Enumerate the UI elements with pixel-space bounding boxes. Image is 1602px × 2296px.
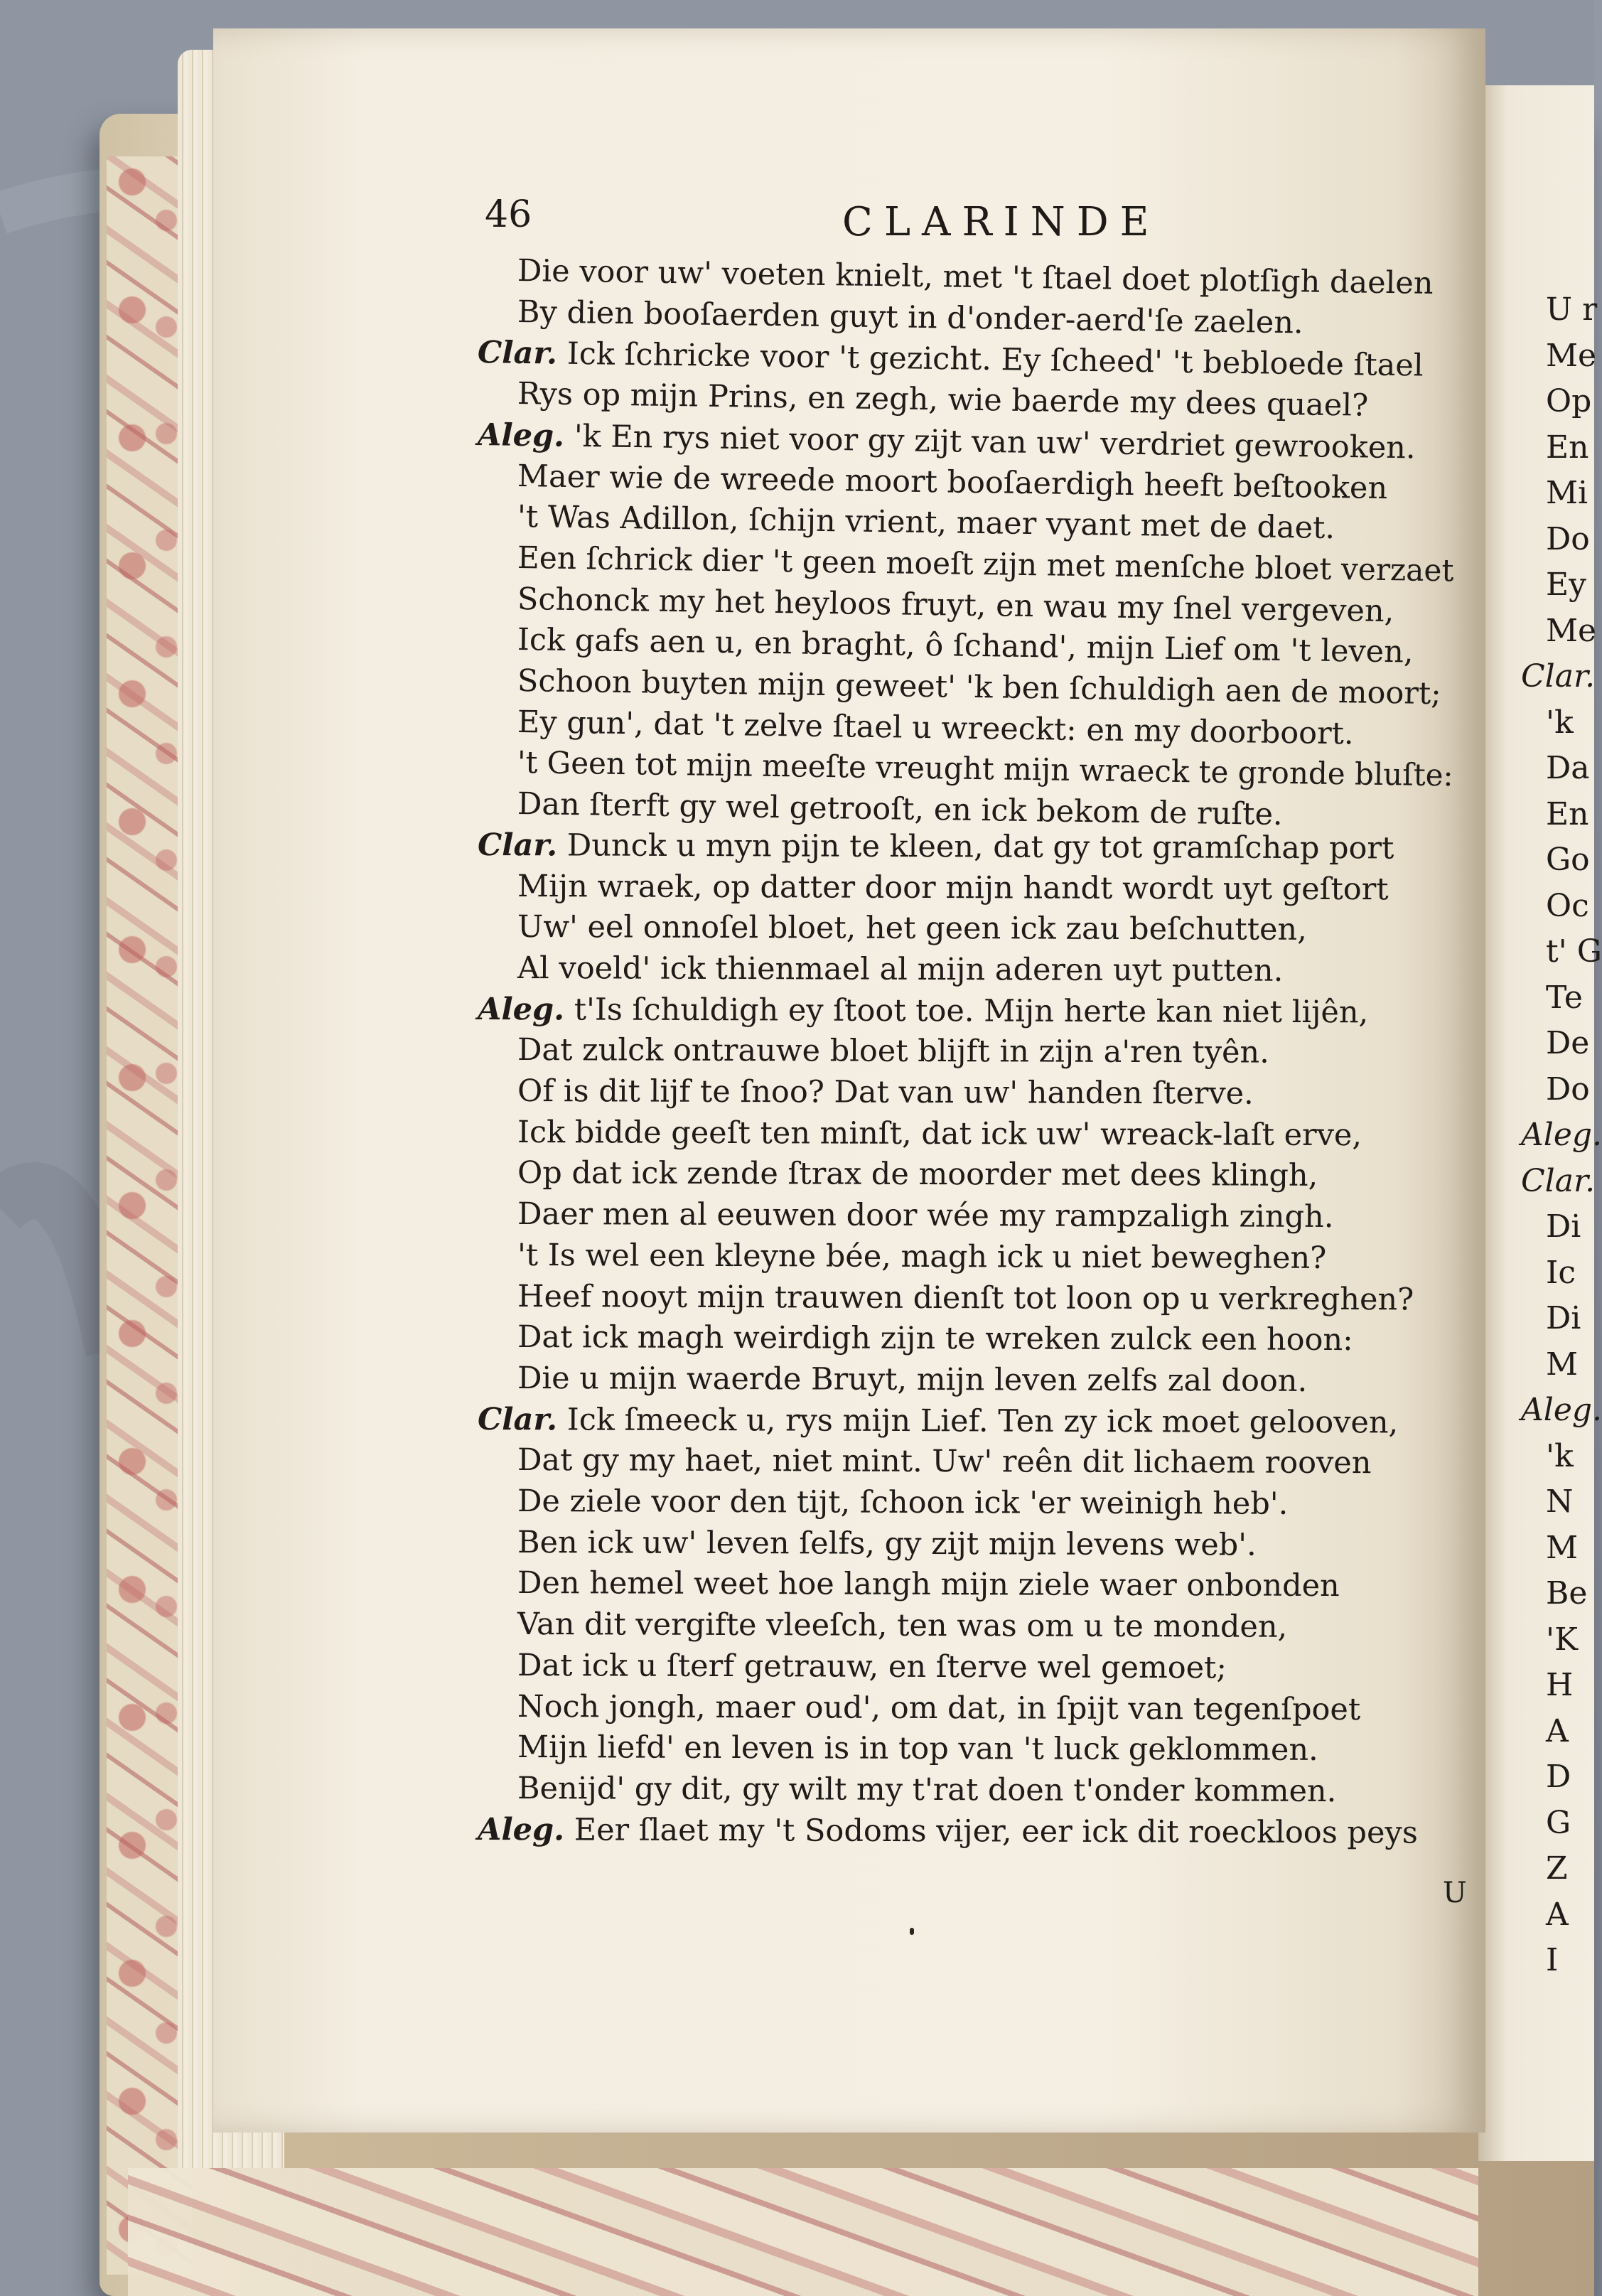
verse-text: Die voor uw' voeten knielt, met 't ſtael doet plotſigh daelen [517,253,1434,301]
facing-page-fragment: Op [1546,383,1592,419]
verse-line [477,1811,1418,1851]
verse-line [517,1688,1361,1727]
verse-line [517,1114,1362,1153]
verse-text: 't Is wel een kleyne bée, magh ick u niet beweghen? [517,1237,1327,1276]
verse-line [517,1524,1257,1563]
verse-text: 'k En rys niet voor gy zijt van uw' verdriet gewrooken. [574,418,1416,466]
verse-line [477,991,1369,1030]
verse-line [517,1196,1334,1235]
verse-text: Schoon buyten mijn geweet' 'k ben ſchuldigh aen de moort; [517,663,1442,712]
verse-text: 't Geen tot mijn meeſte vreught mijn wraeck te gronde bluſte: [517,745,1453,794]
verse-text: Maer wie de wreede moort booſaerdigh heeft beſtooken [517,458,1388,506]
verse-line [517,1237,1327,1276]
catchword: U [1443,1877,1467,1909]
verse-text: Ben ick uw' leven ſelfs, gy zijt mijn levens web'. [517,1524,1257,1563]
facing-page-fragment: Te [1546,979,1583,1016]
facing-page-fragment: A [1546,1712,1569,1749]
verse-text: Al voeld' ick thienmael al mijn aderen uyt putten. [517,950,1284,989]
facing-page-fragment: Go [1546,842,1590,878]
page-number: 46 [485,193,532,236]
verse-line [517,1647,1227,1686]
verse-text: Schonck my het heyloos fruyt, en wau my ſnel vergeven, [517,581,1394,629]
verse-text: Rys op mijn Prins, en zegh, wie baerde my dees quael? [517,376,1369,424]
facing-page-fragment: M [1546,1346,1579,1383]
verse-text: Ick bidde geeſt ten minſt, dat ick uw' wreack-laſt erve, [517,1114,1362,1153]
verse-text: Dat ick magh weirdigh zijn te wreken zulck een hoon: [517,1319,1353,1358]
speaker-label: Clar. [477,335,558,372]
facing-page-fragment: 'k [1546,1437,1574,1474]
verse-text: Dat zulck ontrauwe bloet blijft in zijn a'ren tyên. [517,1032,1269,1071]
verse-text: Den hemel weet hoe langh mijn ziele waer onbonden [517,1565,1340,1604]
facing-page-fragment: G [1546,1804,1571,1841]
facing-page-fragment: I [1546,1942,1559,1978]
verse-text: Een ſchrick dier 't geen moeſt zijn met menſche bloet verzaet [517,540,1454,589]
facing-page-fragment: De [1546,1025,1590,1061]
speaker-label: Aleg. [477,417,565,454]
verse-text: t'Is ſchuldigh ey ſtoot toe. Mijn herte kan niet lijên, [574,992,1369,1030]
verse-text: Uw' eel onnoſel bloet, het geen ick zau beſchutten, [517,909,1307,948]
facing-page-fragment: U r [1546,291,1598,328]
marbled-bottom-edge [128,2168,1478,2296]
verse-line [517,868,1389,907]
verse-text: Heef nooyt mijn trauwen dienſt tot loon op u verkreghen? [517,1278,1414,1317]
facing-page-fragment: Do [1546,1071,1590,1107]
verse-text: Dan ſterft gy wel getrooſt, en ick bekom de ruſte. [517,786,1284,833]
verse-text: Van dit vergifte vleeſch, ten was om u te monden, [517,1606,1288,1645]
facing-page-fragment: M [1546,1529,1579,1566]
verse-text: Mijn liefd' en leven is in top van 't luck geklommen. [517,1729,1318,1769]
verse-text: Eer ſlaet my 't Sodoms vijer, eer ick dit roeckloos peys [574,1812,1418,1851]
verse-text: Daer men al eeuwen door wée my rampzaligh zingh. [517,1196,1334,1235]
verse-line [517,1032,1269,1071]
verse-text: Mijn wraek, op datter door mijn handt wordt uyt geſtort [517,868,1389,907]
facing-page-fragment: 'K [1546,1621,1578,1658]
facing-page-fragment: En [1546,795,1589,832]
verse-text: Dat ick u ſterf getrauw, en ſterve wel gemoet; [517,1647,1227,1686]
facing-page-fragment: Mi [1546,475,1588,511]
verse-line [477,827,1394,867]
verse-line [517,1770,1337,1809]
facing-page-fragment: Do [1546,520,1590,557]
verse-text: 't Was Adillon, ſchijn vrient, maer vyant met de daet. [517,499,1335,547]
verse-text: De ziele voor den tijt, ſchoon ick 'er weinigh heb'. [517,1484,1289,1522]
facing-page-fragment: 'k [1546,704,1574,741]
facing-page-fragment: Di [1546,1208,1581,1245]
facing-page-fragment: Be [1546,1575,1588,1611]
facing-page-fragment: t' G [1546,933,1602,970]
verse-line [517,1155,1318,1194]
verse-text: Ick gafs aen u, en braght, ô ſchand', mijn Lief om 't leven, [517,622,1414,670]
verse-line [517,1729,1318,1769]
verse-text: By dien booſaerden guyt in d'onder-aerd'ſe zaelen. [517,294,1303,341]
verse-text: Of is dit lijf te ſnoo? Dat van uw' handen ſterve. [517,1073,1254,1112]
running-head: CLARINDE [842,199,1161,245]
speaker-label: Clar. [477,1401,558,1437]
verse-text: Op dat ick zende ſtrax de moorder met dees klingh, [517,1155,1318,1194]
verse-line [517,1278,1414,1317]
facing-page-fragment: A [1546,1896,1569,1933]
verse-text: Dat gy my haet, niet mint. Uw' reên dit lichaem rooven [517,1442,1372,1481]
facing-page-fragment: Clar. [1521,658,1596,694]
facing-page-fragment: En [1546,429,1589,466]
verse-line [517,950,1284,989]
facing-page-fragment: Clar. [1521,1162,1596,1199]
facing-page-fragment: Ic [1546,1254,1576,1291]
speaker-label: Aleg. [477,991,565,1028]
verse-line [517,1319,1353,1358]
facing-page-fragment: Da [1546,750,1590,786]
verse-line [477,1401,1399,1441]
verse-text: Ey gun', dat 't zelve ſtael u wreeckt: en my doorboort. [517,704,1354,752]
facing-page-fragment: Di [1546,1300,1581,1336]
ink-mark [910,1928,914,1935]
verse-text: Dunck u myn pijn te kleen, dat gy tot gramſchap port [566,827,1394,867]
facing-page-fragment: Me [1546,337,1597,374]
facing-page-fragment: H [1546,1667,1574,1703]
facing-page-fragment: Aleg. [1521,1117,1602,1153]
verse-line [517,1360,1308,1399]
facing-page-fragment: Aleg. [1521,1392,1602,1428]
verse-text: Ick ſchricke voor 't gezicht. Ey ſcheed' 't bebloede ſtael [566,336,1424,384]
facing-page-fragment: Me [1546,612,1597,649]
verse-line [517,1565,1340,1604]
verse-text: Benijd' gy dit, gy wilt my t'rat doen t'onder kommen. [517,1770,1337,1809]
verse-line [517,1606,1288,1645]
verse-line [517,909,1307,948]
verse-line [517,1486,1288,1520]
facing-page-fragment: Ey [1546,567,1586,603]
verse-text: Die u mijn waerde Bruyt, mijn leven zelfs zal doon. [517,1360,1308,1399]
verse-line [517,1073,1254,1112]
facing-page-fragment: N [1546,1484,1574,1520]
speaker-label: Clar. [477,827,558,864]
verse-text: Ick ſmeeck u, rys mijn Lief. Ten zy ick moet gelooven, [566,1402,1399,1441]
verse-line [517,1442,1372,1481]
facing-page-fragment: D [1546,1759,1571,1795]
facing-page-fragment: Oc [1546,887,1589,924]
speaker-label: Aleg. [477,1811,565,1848]
verse-text: Noch jongh, maer oud', om dat, in ſpijt van tegenſpoet [517,1688,1361,1727]
facing-page-fragment: Z [1546,1850,1568,1887]
